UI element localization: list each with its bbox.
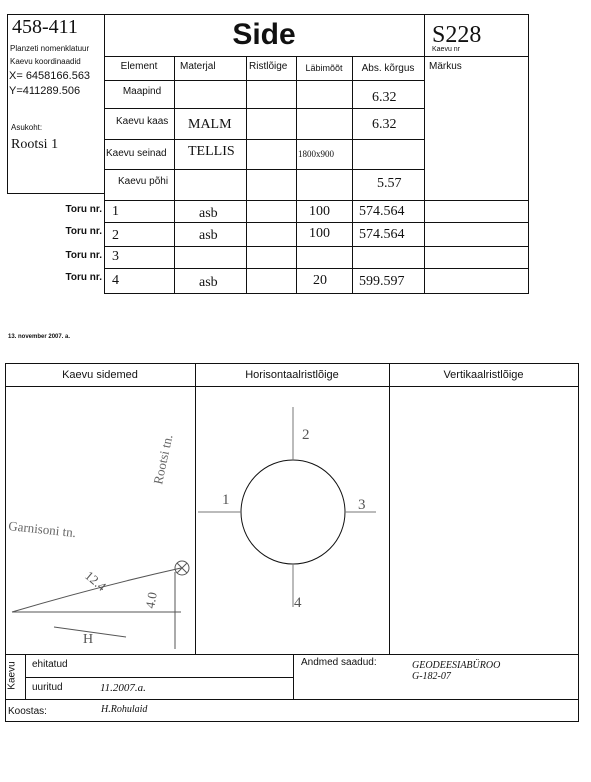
location-label: Asukoht: <box>11 123 43 132</box>
location-value: Rootsi 1 <box>11 137 59 152</box>
pipe-num-3: 3 <box>358 497 366 513</box>
compiled-value: H.Rohulaid <box>101 704 148 715</box>
row-bottom-element: Kaevu põhi <box>118 176 169 187</box>
coords-label: Kaevu koordinaadid <box>10 57 81 66</box>
pipe-abs-2: 574.564 <box>359 227 405 242</box>
pipe-material-1: asb <box>199 206 218 221</box>
x-coordinate: X= 6458166.563 <box>9 70 91 82</box>
pipe-nr-2: 2 <box>112 228 119 243</box>
row-ground-abs: 6.32 <box>372 90 397 105</box>
row-walls-material: TELLIS <box>188 144 235 159</box>
pipe-abs-4: 599.597 <box>359 274 405 289</box>
sketch-dist-4-0: 4.0 <box>142 590 160 610</box>
pipe-num-1: 1 <box>222 492 230 508</box>
pipe-abs-1: 574.564 <box>359 204 405 219</box>
row-lid-element: Kaevu kaas <box>116 116 169 127</box>
row-ground-element: Maapind <box>122 86 162 97</box>
col-vertical-title: Vertikaalristlõige <box>443 369 524 381</box>
sheet-label: Planzeti nomenklatuur <box>10 44 90 53</box>
row-lid-abs: 6.32 <box>372 117 397 132</box>
pipe-diameter-1: 100 <box>309 204 330 219</box>
sketch-h-label: H <box>83 632 94 647</box>
surveyed-label: uuritud <box>32 682 63 693</box>
page-title: Side <box>232 18 296 51</box>
data-from-value: GEODEESIABÜROO <box>412 660 501 671</box>
row-bottom-abs: 5.57 <box>377 176 402 191</box>
pipe-diameter-4: 20 <box>313 273 327 288</box>
well-id: S228 <box>432 22 482 48</box>
sketch-street-garnisoni: Garnisoni tn. <box>7 518 77 541</box>
well-circle <box>241 460 345 564</box>
compiled-label: Koostas: <box>8 706 47 717</box>
horizontal-section-drawing <box>196 387 389 654</box>
sketch-dist-12-4: 12.4 <box>82 567 110 594</box>
col-element: Element <box>120 61 158 72</box>
sheet-number: 458-411 <box>12 16 78 38</box>
col-remarks: Märkus <box>429 61 462 72</box>
pipe-nr-1: 1 <box>112 204 119 219</box>
pipe-nr-3: 3 <box>112 249 119 264</box>
row-walls-diameter: 1800x900 <box>298 149 334 159</box>
data-from-code: G-182-07 <box>412 671 451 682</box>
col-sketch-title: Kaevu sidemed <box>62 369 138 381</box>
pipe-nr-4: 4 <box>112 273 119 288</box>
built-label: ehitatud <box>32 659 68 670</box>
pipe-material-2: asb <box>199 228 218 243</box>
tie-sketch <box>6 387 195 654</box>
row-lid-material: MALM <box>188 117 232 132</box>
col-cross-section: Ristlõige <box>249 61 288 72</box>
data-from-label: Andmed saadud: <box>301 657 377 668</box>
row-walls-element: Kaevu seinad <box>106 148 167 159</box>
well-label: Kaevu nr <box>432 46 461 53</box>
date-stamp: 13. november 2007. a. <box>8 334 71 340</box>
pipe-label-1: Toru nr. <box>65 204 102 215</box>
col-material: Materjal <box>180 61 216 72</box>
pipe-num-2: 2 <box>302 427 310 443</box>
col-abs-height: Abs. kõrgus <box>361 63 415 74</box>
surveyed-value: 11.2007.a. <box>100 682 146 694</box>
col-horizontal-title: Horisontaalristlõige <box>245 369 339 381</box>
pipe-label-3: Toru nr. <box>65 250 102 261</box>
pipe-diameter-2: 100 <box>309 226 330 241</box>
y-coordinate: Y=411289.506 <box>9 85 81 97</box>
pipe-num-4: 4 <box>294 595 302 611</box>
pipe-label-2: Toru nr. <box>65 226 102 237</box>
sketch-street-rootsi: Rootsi tn. <box>150 433 176 486</box>
pipe-label-4: Toru nr. <box>65 272 102 283</box>
kaevu-side-label: Kaevu <box>6 661 18 690</box>
col-diameter: Läbimõõt <box>305 63 343 73</box>
pipe-material-4: asb <box>199 275 218 290</box>
